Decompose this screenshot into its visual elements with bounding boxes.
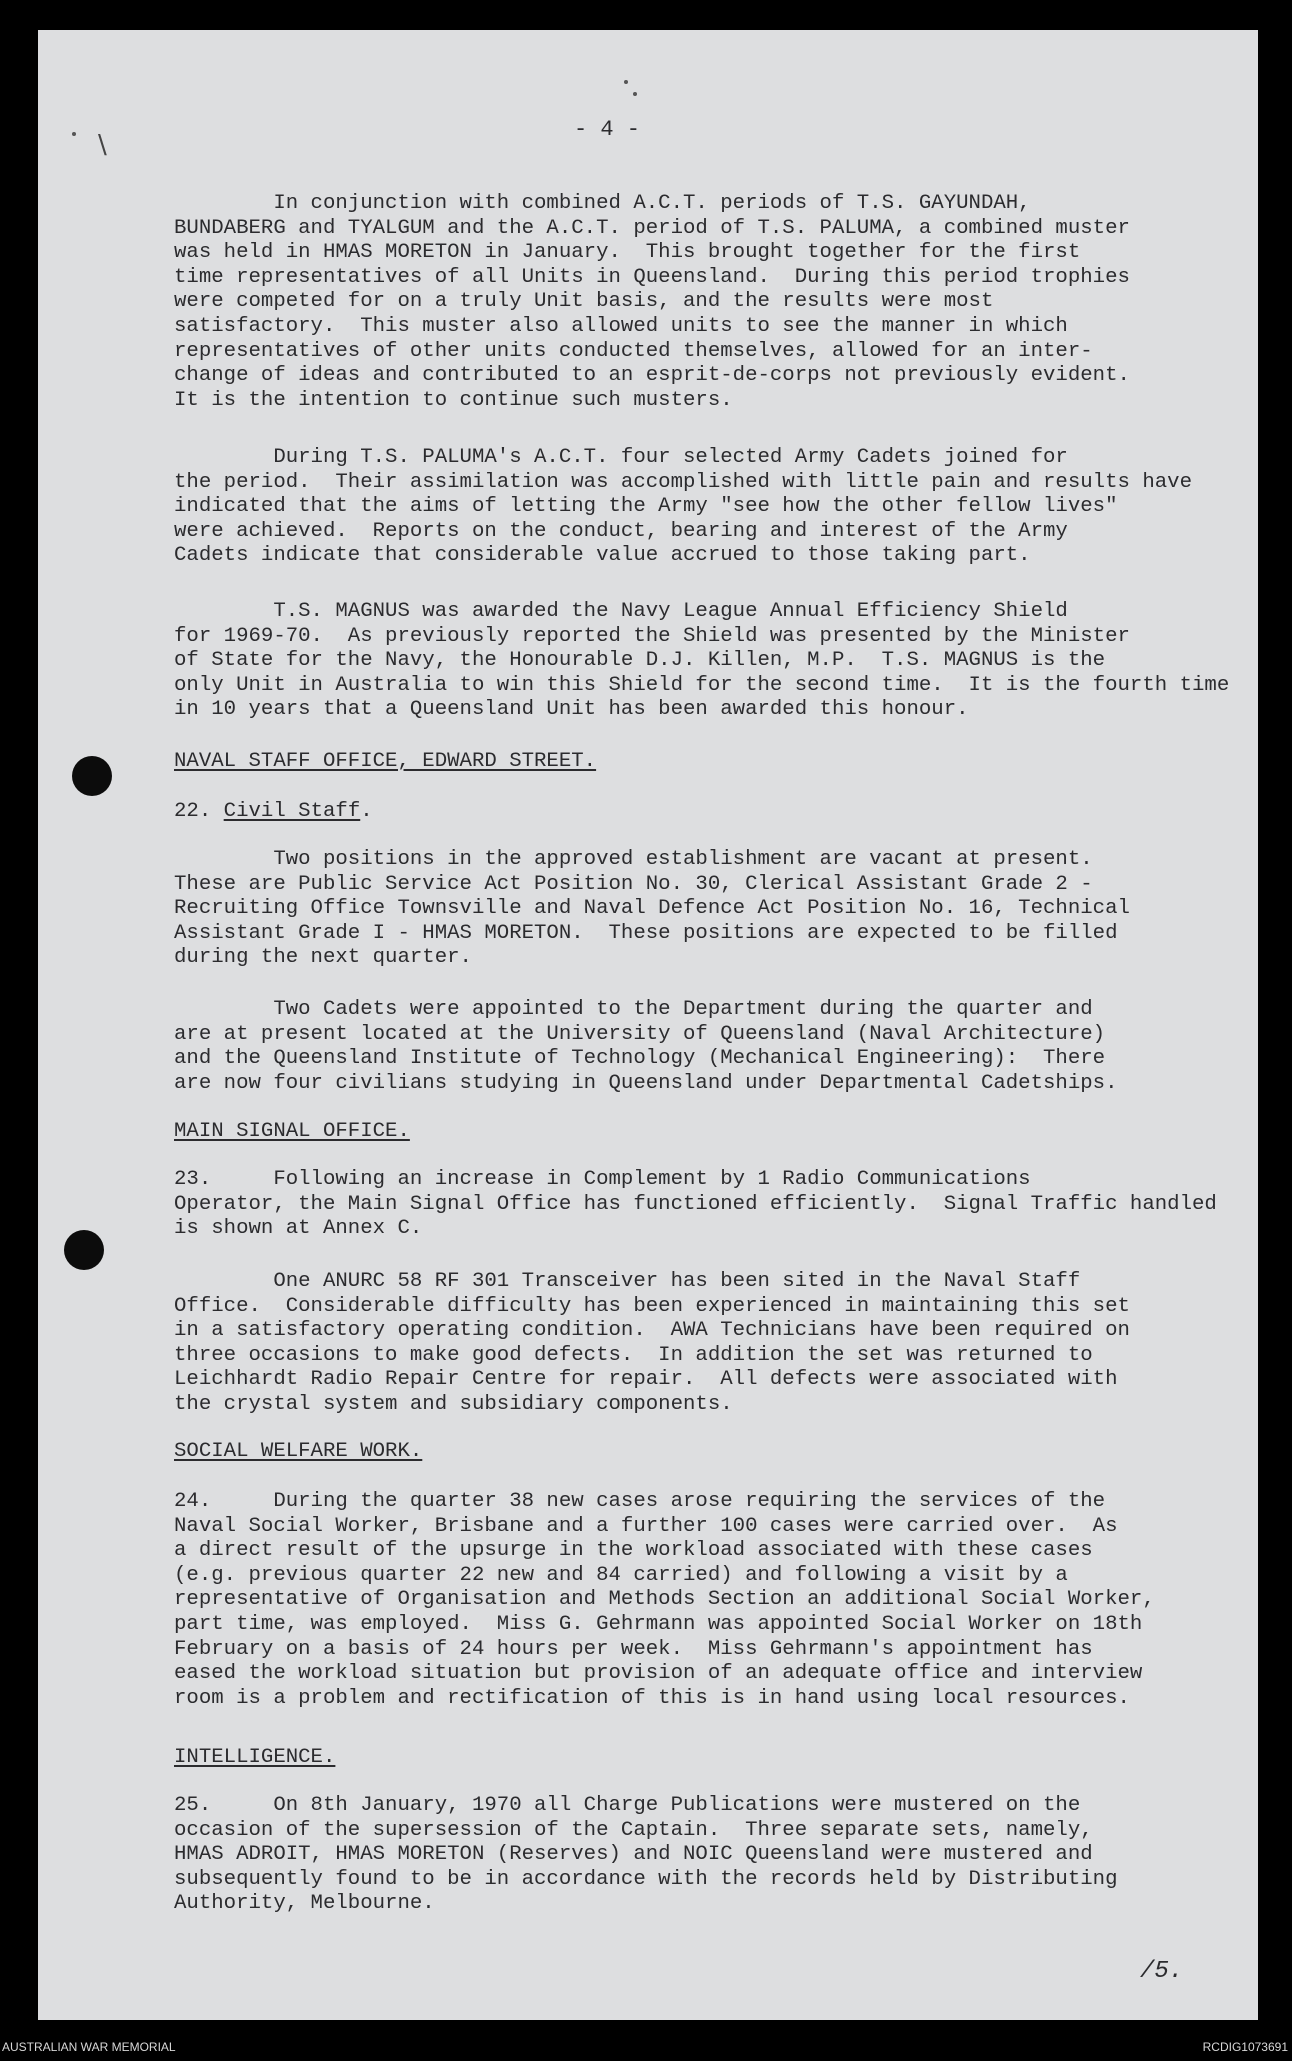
paragraph-muster: In conjunction with combined A.C.T. periods of T.S. GAYUNDAH, BUNDABERG and TYALGUM and the A.C.T. period of T.S. PALUMA, a combined muster was held in HMAS MORETON in January. This brought together for the first time representatives of all Units in Queensland. During this period trophies were competed for on a truly Unit basis, and the results were most satisfactory. This muster also allowed units to see the manner in which representatives of other units conducted themselves, allowed for an inter- change of ideas and contributed to an esprit-de-corps not previously evident. It is the intention to continue such musters. (174, 192, 1130, 412)
item-22-number: 22. (174, 800, 224, 823)
page-number: - 4 - (574, 117, 641, 142)
paragraph-25: 25. On 8th January, 1970 all Charge Publications were mustered on the occasion of the supersession of the Captain. Three separate sets, namely, HMAS ADROIT, HMAS MORETON (Reserves) and NOIC Queensland were mustered and subsequently found to be in accordance with the records held by Distributing Authority, Melbourne. (174, 1794, 1118, 1916)
paragraph-magnus-shield: T.S. MAGNUS was awarded the Navy League Annual Efficiency Shield for 1969-70. As previously reported the Shield was presented by the Minister of State for the Navy, the Honourable D.J. Killen, M.P. T.S. MAGNUS is the only Unit in Australia to win this Shield for the second time. It is the fourth time in 10 years that a Queensland Unit has been awarded this honour. (174, 600, 1230, 722)
paragraph-24: 24. During the quarter 38 new cases arose requiring the services of the Naval Social Worker, Brisbane and a further 100 cases were carried over. As a direct result of the upsurge in the workload associated with these cases (e.g. previous quarter 22 new and 84 carried) and following a visit by a representative of Organisation and Methods Section an additional Social Worker, part time, was employed. Miss G. Gehrmann was appointed Social Worker on 18th February on a basis of 24 hours per week. Miss Gehrmann's appointment has eased the workload situation but provision of an adequate office and interview room is a problem and rectification of this is in hand using local resources. (174, 1490, 1155, 1710)
speck (624, 80, 628, 84)
item-22-period: . (360, 800, 373, 823)
footer-item-id: RCDIG1073691 (1202, 2040, 1288, 2054)
speck (633, 92, 637, 96)
paragraph-cadets-appointed: Two Cadets were appointed to the Department during the quarter and are at present located at the University of Queensland (Naval Architecture) and the Queensland Institute of Technology (Mechanical Engineering): There are now four civilians studying in Queensland under Departmental Cadetships. (174, 998, 1118, 1095)
footer-archive-name: AUSTRALIAN WAR MEMORIAL (2, 2040, 176, 2054)
punch-hole (64, 1230, 104, 1270)
item-22-heading (174, 800, 1234, 825)
item-22-title: Civil Staff (223, 800, 361, 823)
paragraph-23: 23. Following an increase in Complement by 1 Radio Communications Operator, the Main Signal Office has functioned efficiently. Signal Traffic handled is shown at Annex C. (174, 1168, 1217, 1241)
paragraph-army-cadets: During T.S. PALUMA's A.C.T. four selected Army Cadets joined for the period. Their assimilation was accomplished with little pain and results have indicated that the aims of letting the Army "see how the other fellow lives" were achieved. Reports on the conduct, bearing and interest of the Army Cadets indicate that considerable value accrued to those taking part. (174, 446, 1192, 568)
heading-main-signal-office: MAIN SIGNAL OFFICE. (174, 1120, 410, 1143)
heading-social-welfare-work: SOCIAL WELFARE WORK. (174, 1440, 423, 1463)
paragraph-transceiver: One ANURC 58 RF 301 Transceiver has been sited in the Naval Staff Office. Considerable difficulty has been experienced in maintaining this set in a satisfactory operating condition. AWA Technicians have been required on three occasions to make good defects. In addition the set was returned to Leichhardt Radio Repair Centre for repair. All defects were associated with the crystal system and subsidiary components. (174, 1270, 1130, 1416)
pencil-mark-icon: \ (98, 130, 107, 160)
punch-hole (72, 756, 112, 796)
heading-naval-staff-office: NAVAL STAFF OFFICE, EDWARD STREET. (174, 750, 597, 773)
continuation-mark: /5. (1140, 1958, 1184, 1985)
heading-intelligence: INTELLIGENCE. (174, 1746, 336, 1769)
speck (72, 132, 76, 136)
paragraph-vacant-positions: Two positions in the approved establishment are vacant at present. These are Public Service Act Position No. 30, Clerical Assistant Grade 2 - Recruiting Office Townsville and Naval Defence Act Position No. 16, Technical Assistant Grade I - HMAS MORETON. These positions are expected to be filled during the next quarter. (174, 848, 1130, 970)
document-page (38, 30, 1258, 2020)
